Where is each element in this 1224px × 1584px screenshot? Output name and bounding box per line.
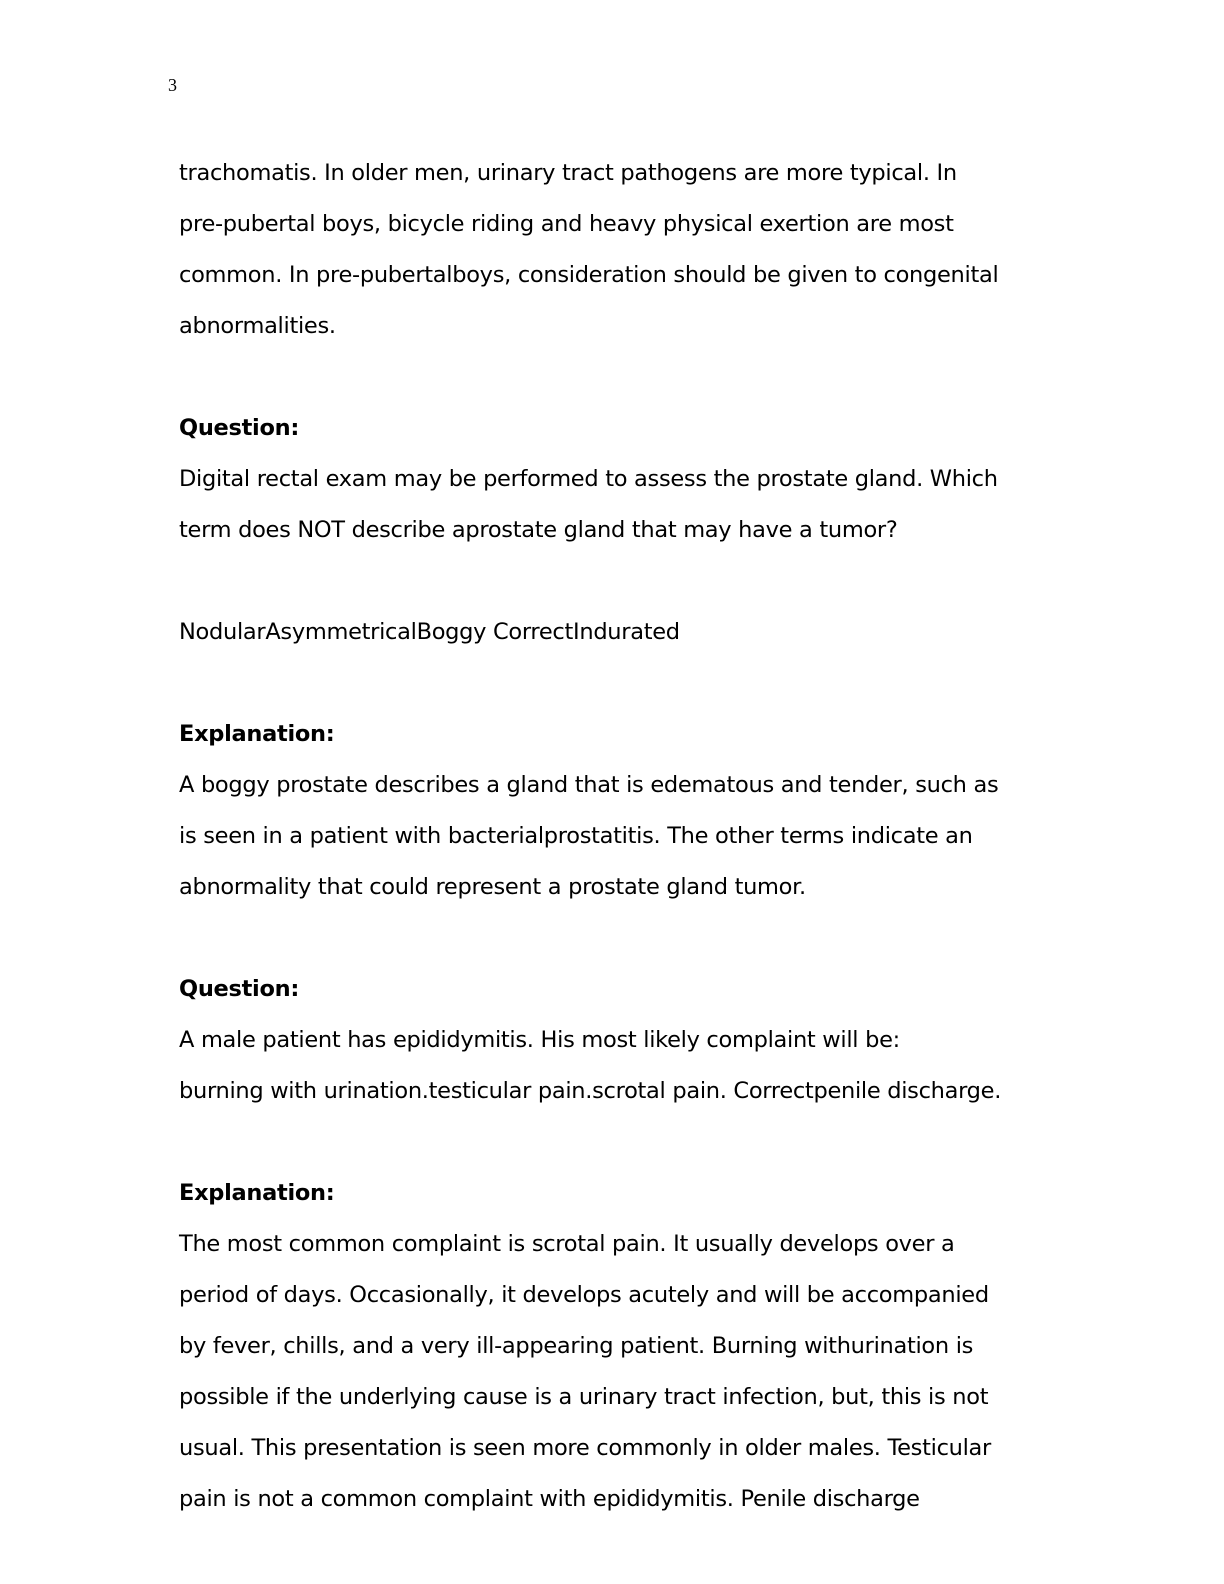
question-heading: Question: (179, 415, 300, 441)
page-number: 3 (168, 75, 177, 95)
text-line: abnormalities. (179, 313, 336, 339)
explanation-2 (179, 1168, 1059, 1525)
explanation-text-line: The most common complaint is scrotal pain. It usually develops over a (179, 1231, 955, 1257)
spacer (179, 556, 1059, 607)
spacer (179, 1117, 1059, 1168)
explanation-1 (179, 709, 1059, 913)
explanation-text-line: is seen in a patient with bacterialprostatitis. The other terms indicate an (179, 823, 973, 849)
question-1 (179, 403, 1059, 658)
answer-options: burning with urination.testicular pain.scrotal pain. Correctpenile discharge. (179, 1078, 1002, 1104)
explanation-text-line: pain is not a common complaint with epididymitis. Penile discharge (179, 1486, 920, 1512)
explanation-heading: Explanation: (179, 1180, 335, 1206)
explanation-text-line: period of days. Occasionally, it develops acutely and will be accompanied (179, 1282, 989, 1308)
text-line: pre-pubertal boys, bicycle riding and heavy physical exertion are most (179, 211, 954, 237)
spacer (179, 658, 1059, 709)
spacer (179, 352, 1059, 403)
document-body (179, 148, 1059, 1525)
explanation-text-line: possible if the underlying cause is a urinary tract infection, but, this is not (179, 1384, 989, 1410)
explanation-text-line: A boggy prostate describes a gland that is edematous and tender, such as (179, 772, 999, 798)
spacer (179, 913, 1059, 964)
question-text-line: term does NOT describe aprostate gland that may have a tumor? (179, 517, 898, 543)
intro-paragraph (179, 148, 1059, 352)
explanation-heading: Explanation: (179, 721, 335, 747)
text-line: common. In pre-pubertalboys, consideration should be given to congenital (179, 262, 999, 288)
question-2 (179, 964, 1059, 1117)
question-heading: Question: (179, 976, 300, 1002)
explanation-text-line: usual. This presentation is seen more commonly in older males. Testicular (179, 1435, 991, 1461)
answer-options: NodularAsymmetricalBoggy CorrectIndurated (179, 619, 680, 645)
text-line: trachomatis. In older men, urinary tract pathogens are more typical. In (179, 160, 957, 186)
question-text-line: Digital rectal exam may be performed to assess the prostate gland. Which (179, 466, 998, 492)
explanation-text-line: abnormality that could represent a prostate gland tumor. (179, 874, 806, 900)
explanation-text-line: by fever, chills, and a very ill-appearing patient. Burning withurination is (179, 1333, 974, 1359)
question-text-line: A male patient has epididymitis. His most likely complaint will be: (179, 1027, 900, 1053)
